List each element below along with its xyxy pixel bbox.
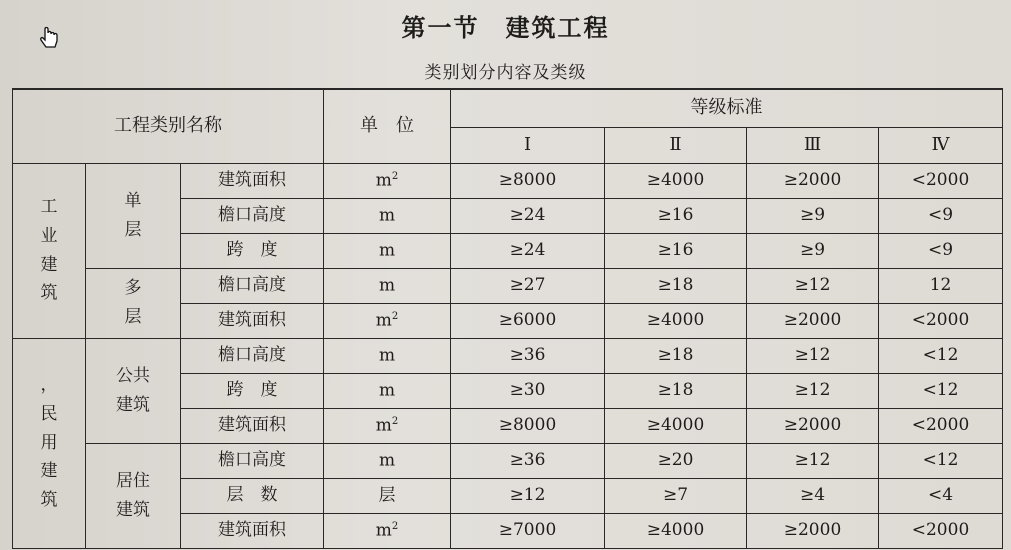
page-title: 第一节 建筑工程 xyxy=(401,13,610,42)
row-unit-sup: 2 xyxy=(391,520,399,532)
row-grade-2: ≥20 xyxy=(605,443,747,478)
row-grade-1: ≥36 xyxy=(451,338,605,373)
row-grade-3: ≥2000 xyxy=(747,513,879,548)
row-grade-1: ≥6000 xyxy=(451,303,605,338)
header-grade-3: Ⅲ xyxy=(747,127,879,163)
subgroup-multi-char: 多 xyxy=(124,278,142,299)
row-unit-text: m xyxy=(378,345,396,366)
row-unit-text: m xyxy=(378,240,396,261)
subgroup-residential xyxy=(86,443,181,548)
row-grade-2: ≥4000 xyxy=(605,408,747,443)
header-grade-standard: 等级标准 xyxy=(451,89,1003,127)
row-grade-2: ≥7 xyxy=(605,478,747,513)
row-unit-text: m xyxy=(378,380,396,401)
row-unit-text: 层 xyxy=(378,485,396,506)
group-civil-char: 民 xyxy=(40,403,58,424)
row-grade-3: ≥12 xyxy=(747,443,879,478)
header-grade-4: Ⅳ xyxy=(879,127,1003,163)
row-unit-text: m xyxy=(375,520,392,541)
subgroup-residential-line: 居住 xyxy=(116,470,150,491)
row-grade-4: <2000 xyxy=(879,303,1003,338)
row-unit-text: m xyxy=(375,310,392,331)
table-row xyxy=(13,443,1003,478)
row-grade-4: <9 xyxy=(879,198,1003,233)
row-grade-2: ≥16 xyxy=(605,233,747,268)
row-name: 跨 度 xyxy=(181,233,324,268)
row-grade-3: ≥9 xyxy=(747,233,879,268)
table-header-row xyxy=(13,89,1003,127)
row-grade-2: ≥4000 xyxy=(605,513,747,548)
row-grade-1: ≥12 xyxy=(451,478,605,513)
subgroup-single-char: 层 xyxy=(124,219,142,240)
row-grade-1: ≥24 xyxy=(451,233,605,268)
row-name: 檐口高度 xyxy=(181,338,324,373)
header-grade-2: Ⅱ xyxy=(605,127,747,163)
group-industrial-char: 筑 xyxy=(40,283,58,304)
row-grade-4: <12 xyxy=(879,373,1003,408)
row-unit-sup: 2 xyxy=(391,415,399,427)
row-grade-4: <12 xyxy=(879,443,1003,478)
row-name: 建筑面积 xyxy=(181,303,324,338)
table-row xyxy=(13,338,1003,373)
group-industrial-char: 建 xyxy=(40,254,58,275)
row-grade-1: ≥7000 xyxy=(451,513,605,548)
row-grade-1: ≥36 xyxy=(451,443,605,478)
row-unit-sup: 2 xyxy=(391,170,399,182)
row-unit-text: m xyxy=(375,415,392,436)
row-grade-1: ≥8000 xyxy=(451,408,605,443)
subgroup-single-char: 单 xyxy=(124,190,142,211)
row-grade-1: ≥27 xyxy=(451,268,605,303)
group-civil-char: 用 xyxy=(40,432,58,453)
row-grade-2: ≥4000 xyxy=(605,163,747,198)
group-civil-char: ， xyxy=(40,374,58,395)
row-grade-4: <12 xyxy=(879,338,1003,373)
row-grade-3: ≥2000 xyxy=(747,163,879,198)
row-unit xyxy=(324,478,451,513)
row-unit-sup: 2 xyxy=(391,310,399,322)
row-name: 跨 度 xyxy=(181,373,324,408)
row-grade-1: ≥8000 xyxy=(451,163,605,198)
row-unit-text: m xyxy=(378,205,396,226)
row-grade-2: ≥16 xyxy=(605,198,747,233)
row-unit-text: m xyxy=(378,275,396,296)
grade-table xyxy=(12,88,1003,549)
row-unit xyxy=(324,198,451,233)
row-grade-3: ≥12 xyxy=(747,338,879,373)
subgroup-public-line: 建筑 xyxy=(116,394,150,415)
row-unit xyxy=(324,443,451,478)
group-civil-char: 筑 xyxy=(40,490,58,511)
row-grade-4: <2000 xyxy=(879,513,1003,548)
row-unit-text: m xyxy=(378,450,396,471)
row-grade-2: ≥18 xyxy=(605,338,747,373)
group-industrial-char: 工 xyxy=(40,196,58,217)
row-grade-4: <2000 xyxy=(879,163,1003,198)
row-name: 层 数 xyxy=(181,478,324,513)
header-grade-1: Ⅰ xyxy=(451,127,605,163)
table-row xyxy=(13,268,1003,303)
row-unit xyxy=(324,408,451,443)
row-grade-3: ≥2000 xyxy=(747,303,879,338)
row-grade-3: ≥12 xyxy=(747,268,879,303)
group-industrial xyxy=(13,163,86,338)
row-grade-4: 12 xyxy=(879,268,1003,303)
row-unit xyxy=(324,303,451,338)
group-civil-char: 建 xyxy=(40,461,58,482)
subgroup-public-line: 公共 xyxy=(116,365,150,386)
row-grade-1: ≥24 xyxy=(451,198,605,233)
table-caption: 类别划分内容及类级 xyxy=(424,63,587,83)
subgroup-residential-line: 建筑 xyxy=(116,499,150,520)
row-unit xyxy=(324,513,451,548)
header-unit: 单 位 xyxy=(324,89,451,163)
subgroup-single xyxy=(86,163,181,268)
row-unit xyxy=(324,163,451,198)
row-unit xyxy=(324,268,451,303)
row-grade-3: ≥12 xyxy=(747,373,879,408)
group-civil xyxy=(13,338,86,548)
row-grade-2: ≥18 xyxy=(605,373,747,408)
row-unit-text: m xyxy=(375,170,392,191)
header-category: 工程类别名称 xyxy=(13,89,324,163)
row-grade-2: ≥18 xyxy=(605,268,747,303)
subgroup-multi xyxy=(86,268,181,338)
row-grade-3: ≥2000 xyxy=(747,408,879,443)
row-grade-2: ≥4000 xyxy=(605,303,747,338)
row-grade-4: <4 xyxy=(879,478,1003,513)
row-unit xyxy=(324,233,451,268)
row-name: 建筑面积 xyxy=(181,513,324,548)
row-name: 檐口高度 xyxy=(181,443,324,478)
row-name: 建筑面积 xyxy=(181,408,324,443)
row-grade-1: ≥30 xyxy=(451,373,605,408)
subgroup-multi-char: 层 xyxy=(124,307,142,327)
group-industrial-char: 业 xyxy=(40,225,58,246)
row-grade-3: ≥9 xyxy=(747,198,879,233)
row-unit xyxy=(324,338,451,373)
row-grade-4: <9 xyxy=(879,233,1003,268)
row-grade-4: <2000 xyxy=(879,408,1003,443)
subgroup-public xyxy=(86,338,181,443)
row-unit xyxy=(324,373,451,408)
row-grade-3: ≥4 xyxy=(747,478,879,513)
row-name: 檐口高度 xyxy=(181,268,324,303)
table-row xyxy=(13,163,1003,198)
row-name: 檐口高度 xyxy=(181,198,324,233)
row-name: 建筑面积 xyxy=(181,163,324,198)
